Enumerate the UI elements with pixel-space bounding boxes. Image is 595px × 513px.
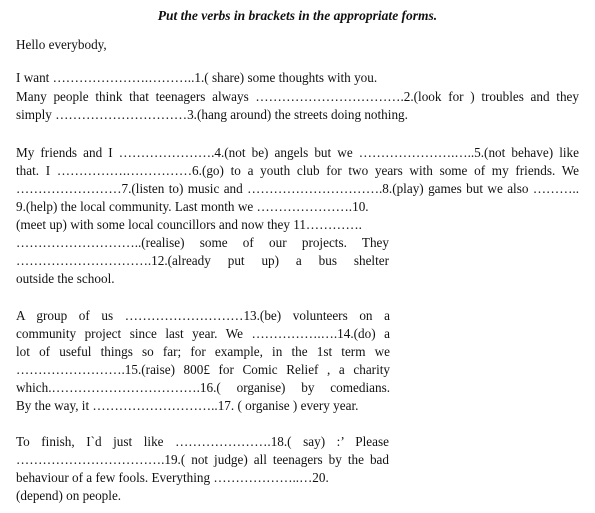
paragraph2-line-3: ……………………7.(listen to) music and ………………………….8.(play) games but we also ………..: [16, 181, 579, 196]
paragraph2-line-6: ………………………..(realise) some of our projects. They: [16, 235, 389, 250]
paragraph4-line-3: behaviour of a few fools. Everything ………………..…20.: [16, 470, 329, 485]
paragraph2-line-1: My friends and I ………………….4.(not be) angels but we ………………….…..5.(not behave) like: [16, 145, 579, 160]
paragraph3-line-2: community project since last year. We …………….….14.(do) a: [16, 326, 390, 341]
exercise-title: Put the verbs in brackets in the appropriate forms.: [157, 8, 438, 23]
paragraph4-line-1: To finish, I`d just like ………………….18.( say) :’ Please: [16, 434, 389, 449]
paragraph2-line-7: ………………………….12.(already put up) a bus shelter: [16, 253, 389, 268]
paragraph4-line-2: …………………………….19.( not judge) all teenagers by the bad: [16, 452, 389, 467]
paragraph3-line-4: …………………….15.(raise) 800£ for Comic Relief , a charity: [16, 362, 390, 377]
paragraph2-line-4: 9.(help) the local community. Last month we ………………….10.: [16, 199, 369, 214]
paragraph3-line-1: A group of us ………………………13.(be) volunteers on a: [16, 308, 390, 323]
paragraph2-line-8: outside the school.: [16, 271, 115, 286]
paragraph3-line-3: lot of useful things so far; for example, in the 1st term we: [16, 344, 390, 359]
paragraph1-line-1: I want ………………….………..1.( share) some thoughts with you.: [16, 70, 378, 85]
greeting-line: Hello everybody,: [16, 37, 107, 52]
paragraph3-line-5: which.…………………………….16.( organise) by comedians.: [16, 380, 390, 395]
paragraph2-line-5: (meet up) with some local councillors and now they 11………….: [16, 217, 362, 232]
paragraph2-line-2: that. I …………….……………6.(go) to a youth club for two years with some of my friends. We: [16, 163, 579, 178]
paragraph4-line-4: (depend) on people.: [16, 488, 122, 503]
paragraph3-line-6: By the way, it ………………………..17. ( organise ) every year.: [16, 398, 359, 413]
paragraph1-line-2: Many people think that teenagers always …………………………….2.(look for ) troubles and they: [16, 89, 579, 104]
paragraph1-line-3: simply …………………………3.(hang around) the streets doing nothing.: [16, 107, 408, 122]
